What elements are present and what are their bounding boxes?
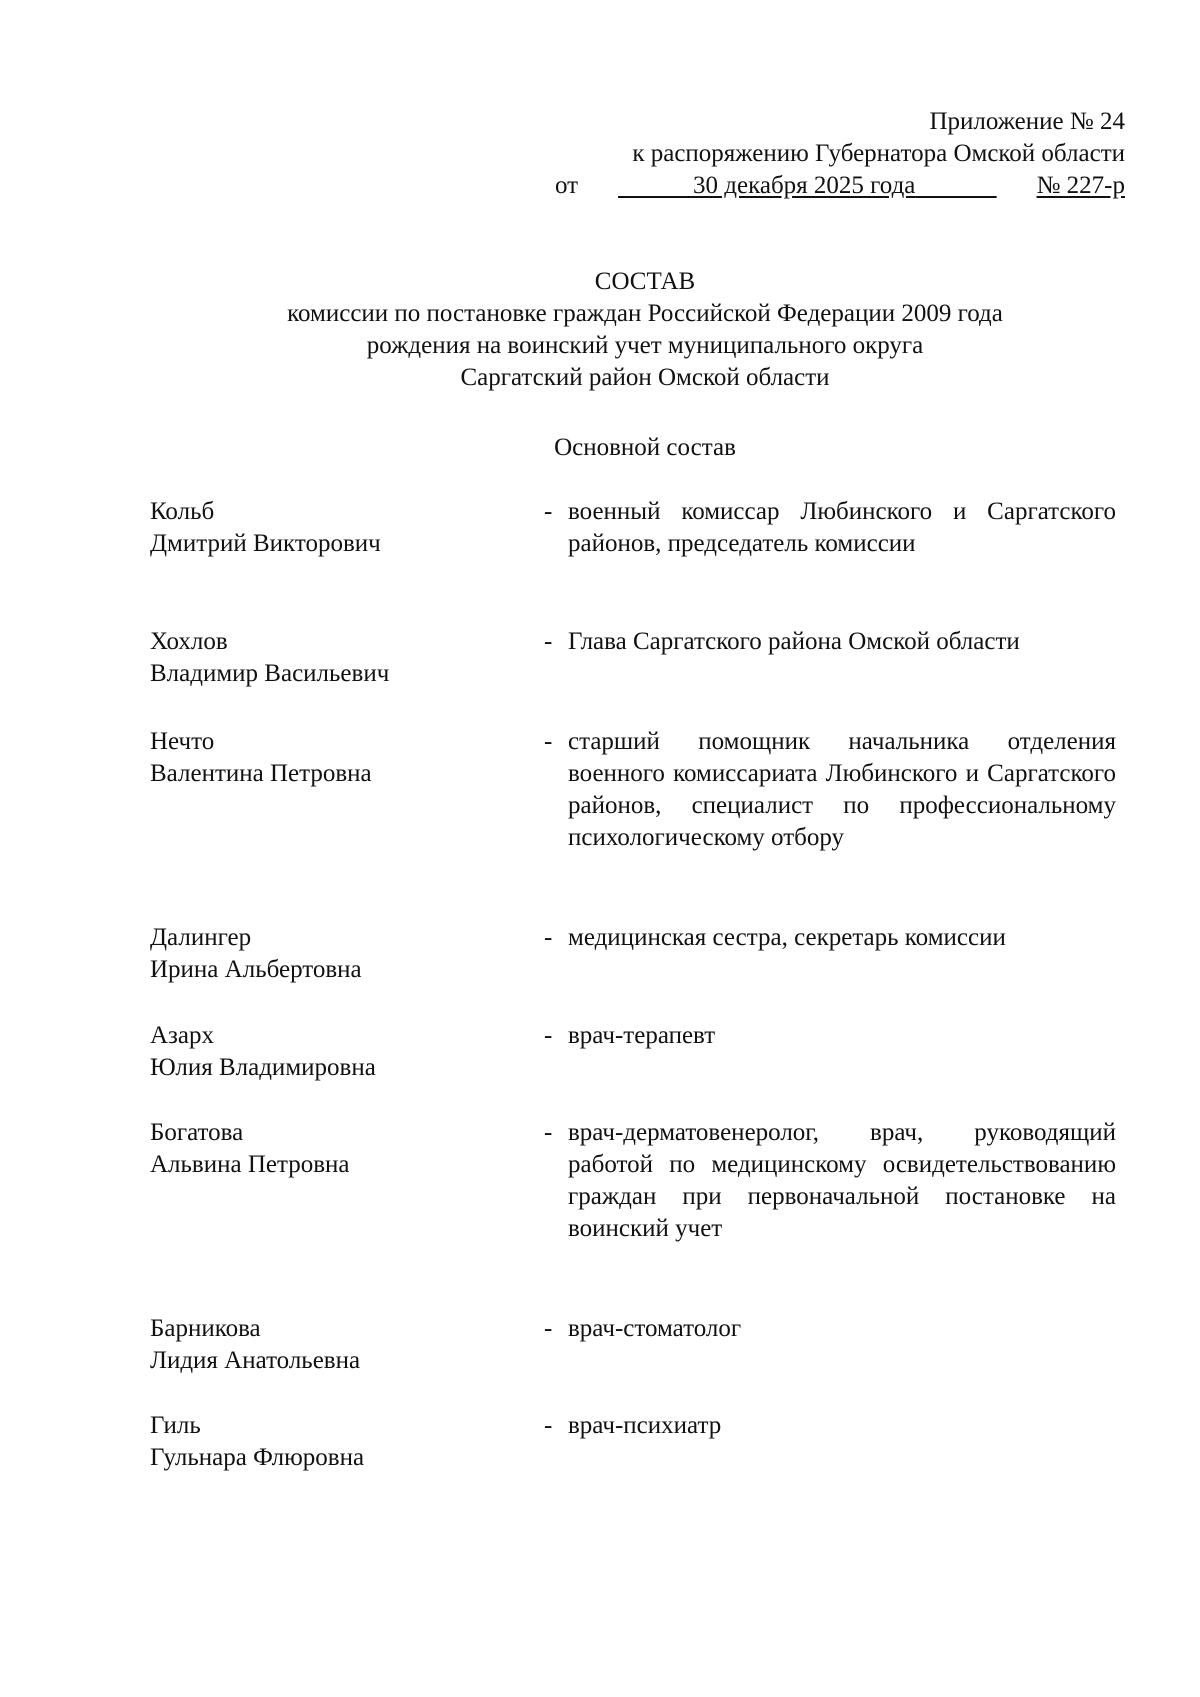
member-given-names: Валентина Петровна [150,760,372,787]
member-given-names: Ирина Альбертовна [150,956,362,983]
member-name [150,1020,530,1084]
document-title [0,266,1200,394]
member-name [150,1313,530,1377]
appendix-date-line [555,170,1125,202]
member-role: медицинская сестра, секретарь комиссии [568,924,1006,951]
member-dash: - [544,628,553,655]
member-role: врач-психиатр [568,1412,722,1439]
appendix-header [555,106,1125,202]
member-dash: - [544,498,553,525]
member-surname: Далингер [150,924,252,951]
member-name [150,626,530,690]
section-heading: Основной состав [554,434,736,461]
member-given-names: Альвина Петровна [150,1151,350,1178]
member-name [150,1410,530,1474]
appendix-order-number: № 227-р [1036,172,1125,199]
member-role: старший помощник начальника отделения военного комиссариата Любинского и Саргатского районов, специалист по профессиональному психологическому отбору [568,728,1116,851]
member-dash: - [544,1119,553,1146]
member-role: врач-терапевт [568,1022,716,1049]
member-given-names: Владимир Васильевич [150,660,390,687]
title-heading: СОСТАВ [594,268,696,295]
date-prefix: от [555,172,579,199]
member-given-names: Лидия Анатольевна [150,1347,361,1374]
member-role: врач-стоматолог [568,1315,742,1342]
member-name [150,726,530,790]
member-dash: - [544,1315,553,1342]
member-dash: - [544,1022,553,1049]
title-line-1: комиссии по постановке граждан Российской Федерации 2009 года [287,300,1003,327]
appendix-date-value: 30 декабря 2025 года [693,172,916,199]
member-role: врач-дерматовенеролог, врач, руководящий работой по медицинскому освидетельствованию граждан при первоначальной постановке на воинский учет [568,1119,1116,1242]
member-given-names: Гульнара Флюровна [150,1444,365,1471]
member-surname: Гиль [150,1412,201,1439]
member-surname: Кольб [150,498,215,525]
member-given-names: Дмитрий Викторович [150,530,381,557]
member-role: военный комиссар Любинского и Саргатского районов, председатель комиссии [568,498,1116,557]
appendix-number: Приложение № 24 [929,108,1125,135]
member-dash: - [544,924,553,951]
member-surname: Хохлов [150,628,228,655]
member-surname: Азарх [150,1022,215,1049]
member-surname: Богатова [150,1119,244,1146]
member-dash: - [544,1412,553,1439]
member-name [150,496,530,560]
member-surname: Барникова [150,1315,261,1342]
member-name [150,1117,530,1181]
title-line-2: рождения на воинский учет муниципального округа [366,332,924,359]
member-name [150,922,530,986]
appendix-date [618,170,997,202]
member-role: Глава Саргатского района Омской области [568,628,1020,655]
appendix-reference: к распоряжению Губернатора Омской области [632,140,1125,167]
member-dash: - [544,728,553,755]
member-given-names: Юлия Владимировна [150,1054,376,1081]
member-surname: Нечто [150,728,215,755]
title-line-3: Саргатский район Омской области [460,364,830,391]
